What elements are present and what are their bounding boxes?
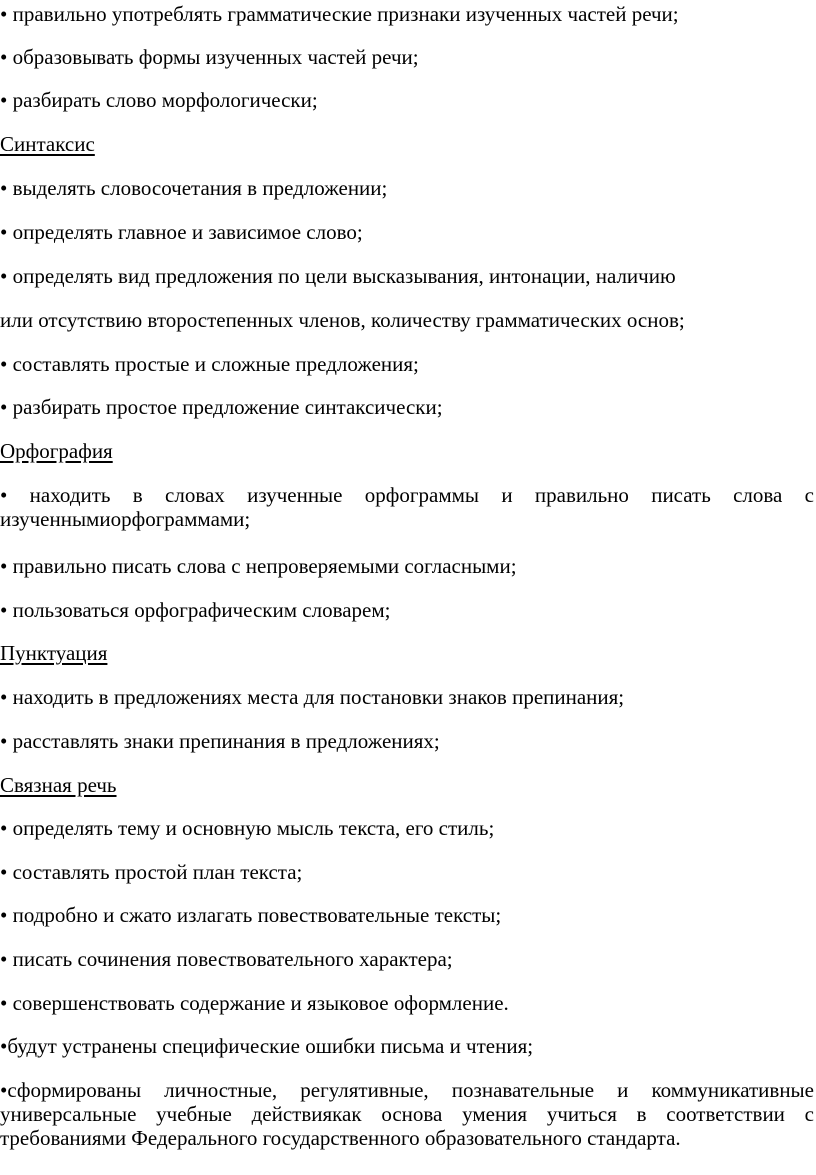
punctuation-heading: Пунктуация bbox=[0, 641, 108, 665]
morphology-item: • правильно употреблять грамматические признаки изученных частей речи; bbox=[0, 2, 679, 26]
syntax-item: • определять вид предложения по цели высказывания, интонации, наличию bbox=[0, 264, 676, 288]
syntax-item-continuation: или отсутствию второстепенных членов, количеству грамматических основ; bbox=[0, 308, 685, 332]
punctuation-item: • находить в предложениях места для постановки знаков препинания; bbox=[0, 685, 625, 709]
speech-item: • совершенствовать содержание и языковое оформление. bbox=[0, 991, 509, 1015]
outcome-item: •будут устранены специфические ошибки письма и чтения; bbox=[0, 1034, 534, 1058]
speech-item: • писать сочинения повествовательного характера; bbox=[0, 947, 453, 971]
speech-item: • определять тему и основную мысль текста, его стиль; bbox=[0, 816, 495, 840]
syntax-heading: Синтаксис bbox=[0, 132, 95, 156]
morphology-item: • образовывать формы изученных частей речи; bbox=[0, 45, 419, 69]
syntax-item: • составлять простые и сложные предложения; bbox=[0, 352, 419, 376]
orthography-heading: Орфография bbox=[0, 439, 113, 463]
outcome-item: •сформированы личностные, регулятивные, познавательные и коммуникативные универсальные учебные действиякак основа умения учиться в соответствии с требованиями Федерального государственного образовательного стандарта. bbox=[0, 1078, 814, 1150]
syntax-item: • разбирать простое предложение синтаксически; bbox=[0, 395, 443, 419]
speech-heading: Связная речь bbox=[0, 773, 117, 797]
speech-item: • подробно и сжато излагать повествовательные тексты; bbox=[0, 903, 502, 927]
punctuation-item: • расставлять знаки препинания в предложениях; bbox=[0, 729, 440, 753]
syntax-item: • выделять словосочетания в предложении; bbox=[0, 176, 388, 200]
speech-item: • составлять простой план текста; bbox=[0, 860, 303, 884]
orthography-item: • находить в словах изученные орфограммы и правильно писать слова с изученнымиорфограммами; bbox=[0, 483, 814, 531]
morphology-item: • разбирать слово морфологически; bbox=[0, 88, 318, 112]
syntax-item: • определять главное и зависимое слово; bbox=[0, 220, 363, 244]
orthography-item: • правильно писать слова с непроверяемыми согласными; bbox=[0, 554, 517, 578]
orthography-item: • пользоваться орфографическим словарем; bbox=[0, 598, 391, 622]
